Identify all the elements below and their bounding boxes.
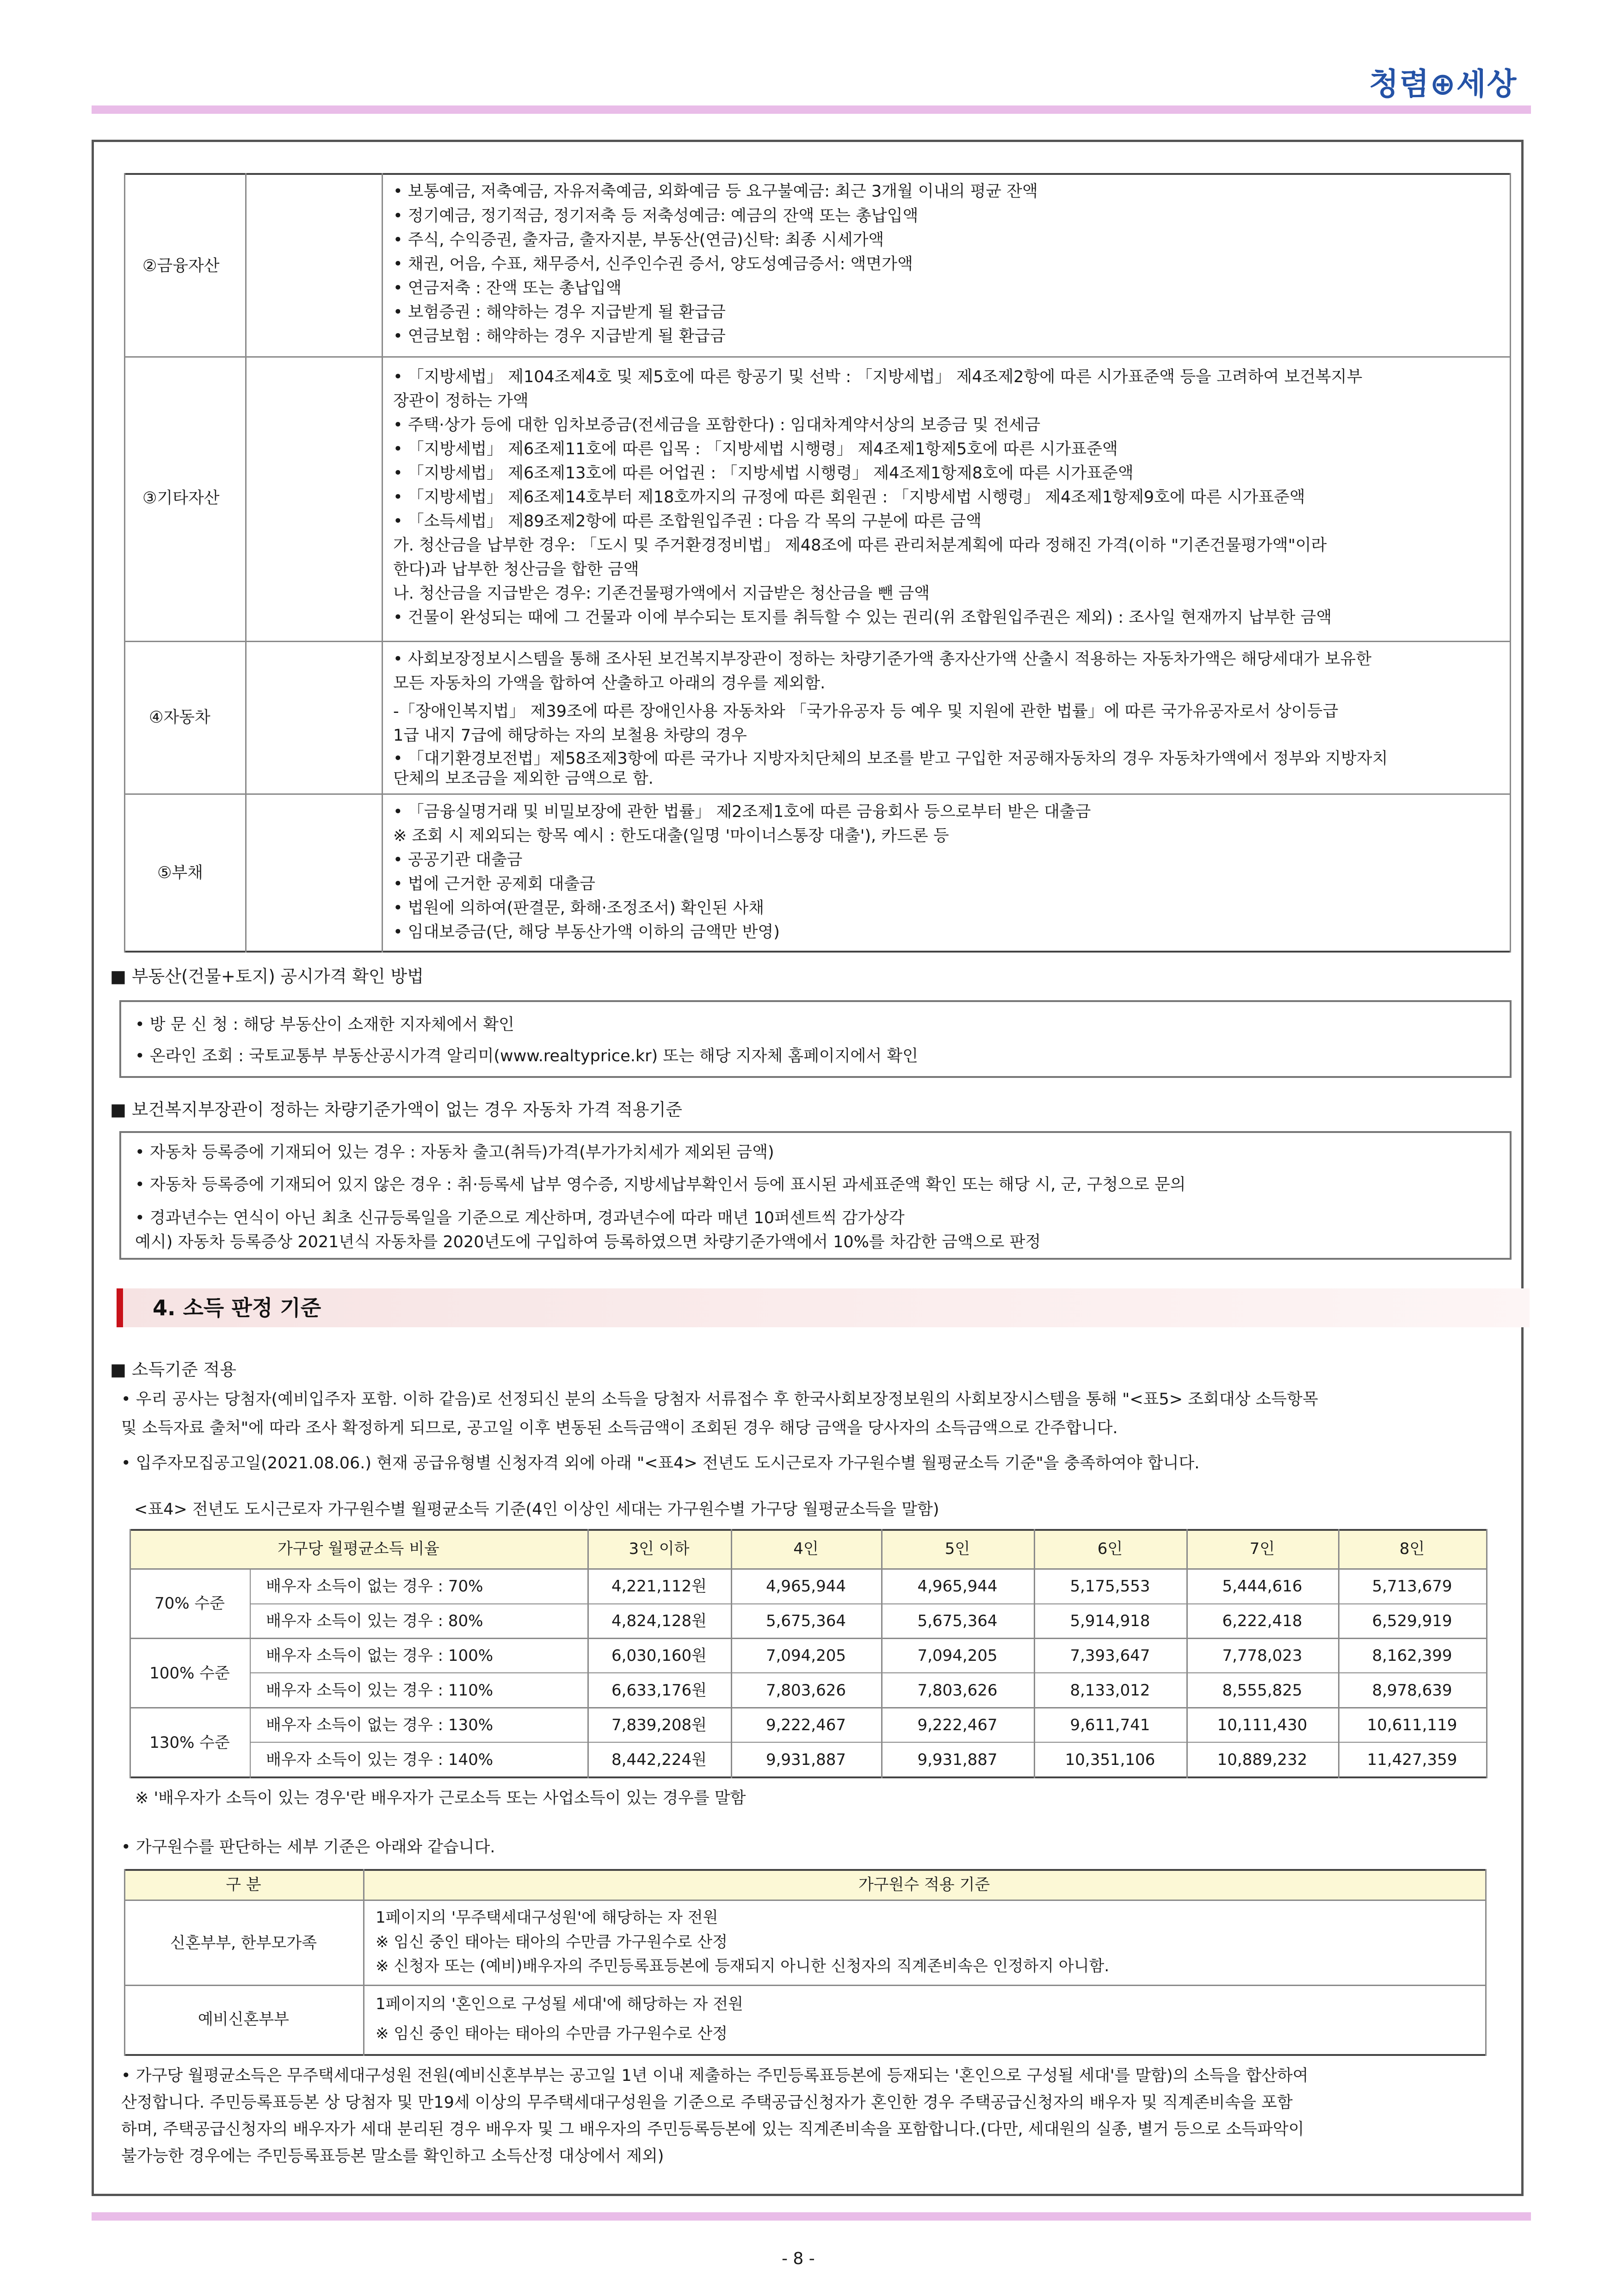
- asset-item: ※ 조회 시 제외되는 항목 예시 : 한도대출(일명 '마이너스통장 대출'), 카드론 등: [393, 827, 949, 845]
- income-value: 9,931,887: [917, 1751, 998, 1769]
- income-header: 3인 이하: [629, 1540, 690, 1558]
- footer-divider: [92, 2212, 1531, 2221]
- income-value: 10,351,106: [1065, 1751, 1155, 1769]
- household-line: ※ 신청자 또는 (예비)배우자의 주민등록표등본에 등재되지 아니한 신청자의 직계존비속은 인정하지 아니함.: [376, 1957, 1110, 1975]
- asset-item: • 정기예금, 정기적금, 정기저축 등 저축성예금: 예금의 잔액 또는 총납입액: [393, 207, 919, 225]
- page-number: - 8 -: [782, 2249, 815, 2268]
- income-level: 70% 수준: [154, 1594, 225, 1613]
- income-header: 6인: [1097, 1540, 1123, 1558]
- vehicle-heading: ■ 보건복지부장관이 정하는 차량기준가액이 없는 경우 자동차 가격 적용기준: [110, 1100, 683, 1120]
- asset-item: • 사회보장정보시스템을 통해 조사된 보건복지부장관이 정하는 차량기준가액 총자산가액 산출시 적용하는 자동차가액은 해당세대가 보유한: [393, 650, 1372, 668]
- asset-item: 나. 청산금을 지급받은 경우: 기존건물평가액에서 지급받은 청산금을 뺀 금액: [393, 584, 930, 603]
- asset-item: 장관이 정하는 가액: [393, 392, 529, 410]
- income-value: 7,094,205: [765, 1646, 846, 1665]
- asset-item: • 주택·상가 등에 대한 임차보증금(전세금을 포함한다) : 임대차계약서상의 보증금 및 전세금: [393, 416, 1041, 434]
- asset-item: • 보험증권 : 해약하는 경우 지급받게 될 환급금: [393, 303, 726, 322]
- asset-item: • 임대보증금(단, 해당 부동산가액 이하의 금액만 반영): [393, 923, 780, 941]
- household-line: ※ 임신 중인 태아는 태아의 수만큼 가구원수로 산정: [376, 2024, 728, 2043]
- income-value: 8,133,012: [1070, 1681, 1150, 1700]
- asset-item: -「장애인복지법」 제39조에 따른 장애인사용 자동차와 「국가유공자 등 예우 및 지원에 관한 법률」에 따른 국가유공자로서 상이등급: [393, 702, 1339, 721]
- income-value: 9,222,467: [765, 1716, 846, 1734]
- income-header: 7인: [1249, 1540, 1275, 1558]
- income-value: 8,162,399: [1372, 1646, 1452, 1665]
- income-value: 7,094,205: [917, 1646, 998, 1665]
- income-paragraph: 및 소득자료 출처"에 따라 조사 확정하게 되므로, 공고일 이후 변동된 소득금액이 조회된 경우 해당 금액을 당사자의 소득금액으로 간주합니다.: [121, 1419, 1118, 1437]
- section-marker: [117, 1288, 123, 1327]
- asset-item: • 법에 근거한 공제회 대출금: [393, 875, 596, 893]
- income-value: 7,778,023: [1222, 1646, 1302, 1665]
- realestate-item: • 온라인 조회 : 국토교통부 부동산공시가격 알리미(www.realtyprice.kr) 또는 해당 지자체 홈페이지에서 확인: [135, 1047, 918, 1065]
- closing-paragraph: • 가구당 월평균소득은 무주택세대구성원 전원(예비신혼부부는 공고일 1년 이내 제출하는 주민등록표등본에 등재되는 '혼인으로 구성될 세대'를 말함)의 소득을 합산하여: [121, 2067, 1308, 2085]
- asset-item: • 「대기환경보전법」제58조제3항에 따른 국가나 지방자치단체의 보조를 받고 구입한 저공해자동차의 경우 자동차가액에서 정부와 지방자치: [393, 749, 1388, 768]
- asset-item: • 주식, 수익증권, 출자금, 출자지분, 부동산(연금)신탁: 최종 시세가액: [393, 231, 884, 249]
- income-value: 9,611,741: [1070, 1716, 1150, 1734]
- household-label: 신혼부부, 한부모가족: [170, 1934, 317, 1952]
- income-value: 5,713,679: [1372, 1577, 1452, 1596]
- income-value: 8,978,639: [1372, 1681, 1452, 1700]
- income-value: 10,889,232: [1217, 1751, 1308, 1769]
- income-heading: ■ 소득기준 적용: [110, 1360, 236, 1380]
- income-value: 10,111,430: [1217, 1716, 1308, 1734]
- income-value: 5,914,918: [1070, 1612, 1150, 1630]
- income-condition: 배우자 소득이 있는 경우 : 110%: [266, 1681, 494, 1700]
- income-value: 5,175,553: [1070, 1577, 1150, 1596]
- asset-label-financial: ②금융자산: [142, 257, 220, 275]
- income-paragraph: • 입주자모집공고일(2021.08.06.) 현재 공급유형별 신청자격 외에 아래 "<표4> 전년도 도시근로자 가구원수별 월평균소득 기준"을 충족하여야 합니다.: [121, 1454, 1200, 1473]
- asset-item: 모든 자동차의 가액을 합하여 산출하고 아래의 경우를 제외함.: [393, 674, 826, 693]
- income-condition: 배우자 소득이 있는 경우 : 80%: [266, 1612, 483, 1630]
- asset-item: • 「소득세법」 제89조제2항에 따른 조합원입주권 : 다음 각 목의 구분에 따른 금액: [393, 512, 982, 531]
- realestate-heading: ■ 부동산(건물+토지) 공시가격 확인 방법: [110, 966, 424, 986]
- income-table-note: ※ '배우자가 소득이 있는 경우'란 배우자가 근로소득 또는 사업소득이 있는 경우를 말함: [135, 1789, 746, 1807]
- income-value: 4,824,128원: [611, 1612, 707, 1630]
- closing-paragraph: 하며, 주택공급신청자의 배우자가 세대 분리된 경우 배우자 및 그 배우자의 주민등록등본에 있는 직계존비속을 포함합니다.(다만, 세대원의 실종, 별거 등으로 소득파악이: [121, 2120, 1304, 2139]
- income-value: 8,442,224원: [611, 1751, 707, 1769]
- logo: [1369, 59, 1517, 103]
- household-line: 1페이지의 '무주택세대구성원'에 해당하는 자 전원: [376, 1908, 718, 1927]
- income-value: 8,555,825: [1222, 1681, 1302, 1700]
- income-condition: 배우자 소득이 없는 경우 : 130%: [266, 1716, 494, 1734]
- income-value: 6,529,919: [1372, 1612, 1452, 1630]
- asset-item: • 공공기관 대출금: [393, 851, 523, 869]
- income-table-caption: <표4> 전년도 도시근로자 가구원수별 월평균소득 기준(4인 이상인 세대는 가구원수별 가구당 월평균소득을 말함): [134, 1500, 939, 1519]
- household-label: 예비신혼부부: [197, 2010, 290, 2029]
- income-paragraph: • 우리 공사는 당첨자(예비입주자 포함. 이하 같음)로 선정되신 분의 소득을 당첨자 서류접수 후 한국사회보장정보원의 사회보장시스템을 통해 "<표5> 조회대상 소득항목: [121, 1390, 1318, 1409]
- income-value: 9,222,467: [917, 1716, 998, 1734]
- income-value: 5,675,364: [917, 1612, 998, 1630]
- asset-item: • 법원에 의하여(판결문, 화해·조정조서) 확인된 사채: [393, 899, 765, 917]
- income-header: 5인: [944, 1540, 970, 1558]
- asset-item: • 「지방세법」 제6조제11호에 따른 입목 : 「지방세법 시행령」 제4조제1항제5호에 따른 시가표준액: [393, 440, 1118, 458]
- asset-item: 한다)과 납부한 청산금을 합한 금액: [393, 560, 639, 579]
- income-value: 4,965,944: [917, 1577, 998, 1596]
- income-value: 7,803,626: [917, 1681, 998, 1700]
- vehicle-item: • 자동차 등록증에 기재되어 있는 경우 : 자동차 출고(취득)가격(부가가치세가 제외된 금액): [135, 1143, 774, 1162]
- header-divider: [92, 105, 1531, 114]
- income-value: 6,222,418: [1222, 1612, 1302, 1630]
- asset-item: • 연금저축 : 잔액 또는 총납입액: [393, 279, 622, 297]
- household-intro: • 가구원수를 판단하는 세부 기준은 아래와 같습니다.: [121, 1838, 495, 1857]
- income-header: 8인: [1399, 1540, 1425, 1558]
- income-condition: 배우자 소득이 없는 경우 : 100%: [266, 1646, 494, 1665]
- asset-item: • 건물이 완성되는 때에 그 건물과 이에 부수되는 토지를 취득할 수 있는 권리(위 조합원입주권은 제외) : 조사일 현재까지 납부한 금액: [393, 608, 1332, 627]
- vehicle-item: 예시) 자동차 등록증상 2021년식 자동차를 2020년도에 구입하여 등록하였으면 차량기준가액에서 10%를 차감한 금액으로 판정: [135, 1233, 1041, 1251]
- asset-item: • 「금융실명거래 및 비밀보장에 관한 법률」 제2조제1호에 따른 금융회사 등으로부터 받은 대출금: [393, 803, 1091, 821]
- income-value: 5,444,616: [1222, 1577, 1302, 1596]
- household-line: ※ 임신 중인 태아는 태아의 수만큼 가구원수로 산정: [376, 1933, 728, 1951]
- asset-item: • 보통예금, 저축예금, 자유저축예금, 외화예금 등 요구불예금: 최근 3개월 이내의 평균 잔액: [393, 182, 1038, 201]
- asset-item: 1급 내지 7급에 해당하는 자의 보철용 차량의 경우: [393, 726, 747, 745]
- income-value: 6,030,160원: [611, 1646, 707, 1665]
- income-value: 10,611,119: [1367, 1716, 1457, 1734]
- income-value: 4,221,112원: [611, 1577, 707, 1596]
- income-value: 9,931,887: [765, 1751, 846, 1769]
- income-header-ratio: 가구당 월평균소득 비율: [277, 1540, 440, 1558]
- asset-item: • 채권, 어음, 수표, 채무증서, 신주인수권 증서, 양도성예금증서: 액면가액: [393, 255, 913, 273]
- vehicle-item: • 자동차 등록증에 기재되어 있지 않은 경우 : 취·등록세 납부 영수증, 지방세납부확인서 등에 표시된 과세표준액 확인 또는 해당 시, 군, 구청으로 문의: [135, 1176, 1186, 1194]
- logo-text: 청렴⊕세상: [1369, 66, 1518, 102]
- income-value: 4,965,944: [765, 1577, 846, 1596]
- income-level: 100% 수준: [149, 1664, 230, 1683]
- asset-label-debt: ⑤부채: [157, 864, 203, 882]
- asset-item: • 「지방세법」 제104조제4호 및 제5호에 따른 항공기 및 선박 : 「지방세법」 제4조제2항에 따른 시가표준액 등을 고려하여 보건복지부: [393, 368, 1363, 386]
- income-condition: 배우자 소득이 없는 경우 : 70%: [266, 1577, 483, 1596]
- realestate-item: • 방 문 신 청 : 해당 부동산이 소재한 지자체에서 확인: [135, 1015, 514, 1034]
- asset-label-other: ③기타자산: [142, 489, 220, 507]
- household-line: 1페이지의 '혼인으로 구성될 세대'에 해당하는 자 전원: [376, 1995, 743, 2013]
- closing-paragraph: 산정합니다. 주민등록표등본 상 당첨자 및 만19세 이상의 무주택세대구성원을 기준으로 주택공급신청자가 혼인한 경우 주택공급신청자의 배우자 및 직계존비속을 포함: [121, 2093, 1293, 2112]
- closing-paragraph: 불가능한 경우에는 주민등록표등본 말소를 확인하고 소득산정 대상에서 제외): [121, 2147, 664, 2166]
- income-value: 7,839,208원: [611, 1716, 707, 1734]
- income-value: 11,427,359: [1367, 1751, 1457, 1769]
- income-condition: 배우자 소득이 있는 경우 : 140%: [266, 1751, 494, 1769]
- asset-item: • 연금보험 : 해약하는 경우 지급받게 될 환급금: [393, 327, 726, 346]
- income-value: 6,633,176원: [611, 1681, 707, 1700]
- income-header: 4인: [793, 1540, 819, 1558]
- asset-item: 단체의 보조금을 제외한 금액으로 함.: [393, 769, 654, 788]
- income-value: 7,803,626: [765, 1681, 846, 1700]
- asset-item: 가. 청산금을 납부한 경우: 「도시 및 주거환경정비법」 제48조에 따른 관리처분계획에 따라 정해진 가격(이하 "기존건물평가액"이라: [393, 536, 1327, 555]
- income-value: 5,675,364: [765, 1612, 846, 1630]
- household-header-criteria: 가구원수 적용 기준: [858, 1875, 990, 1894]
- asset-item: • 「지방세법」 제6조제14호부터 제18호까지의 규정에 따른 회원권 : 「지방세법 시행령」 제4조제1항제9호에 따른 시가표준액: [393, 488, 1305, 507]
- income-level: 130% 수준: [149, 1733, 230, 1752]
- asset-item: • 「지방세법」 제6조제13호에 따른 어업권 : 「지방세법 시행령」 제4조제1항제8호에 따른 시가표준액: [393, 464, 1134, 483]
- income-value: 7,393,647: [1070, 1646, 1150, 1665]
- household-header-category: 구 분: [226, 1875, 261, 1894]
- section-4-title: 4. 소득 판정 기준: [153, 1295, 321, 1320]
- section-4-header: [117, 1288, 1530, 1327]
- vehicle-item: • 경과년수는 연식이 아닌 최초 신규등록일을 기준으로 계산하며, 경과년수에 따라 매년 10퍼센트씩 감가상각: [135, 1209, 905, 1227]
- asset-label-vehicle: ④자동차: [149, 708, 210, 727]
